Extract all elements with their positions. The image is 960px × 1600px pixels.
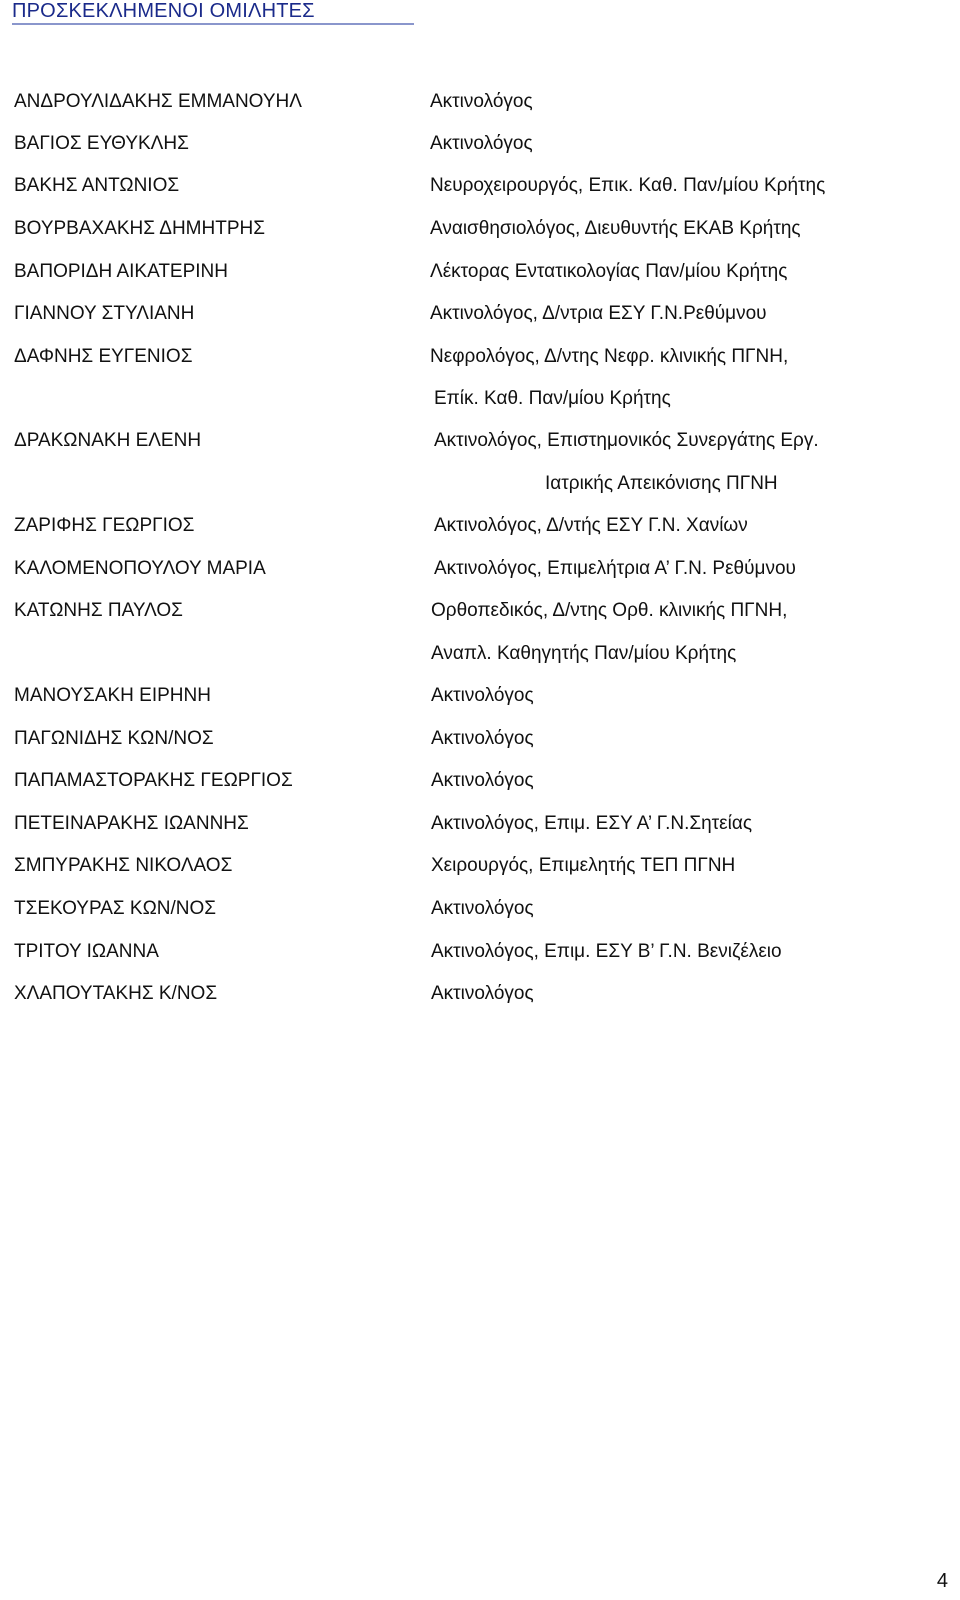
speaker-role: Ακτινολόγος (431, 685, 534, 706)
speaker-row (0, 302, 960, 332)
speaker-row (0, 854, 960, 884)
speaker-role: Ακτινολόγος (431, 770, 534, 791)
speaker-role: Νευροχειρουργός, Επικ. Καθ. Παν/μίου Κρήτης (430, 175, 826, 196)
speaker-row (0, 557, 960, 587)
speaker-role: Ακτινολόγος, Επιστημονικός Συνεργάτης Εργ. (434, 430, 819, 451)
speaker-name: ΤΡΙΤΟΥ ΙΩΑΝΝΑ (14, 941, 159, 962)
speaker-role: Ακτινολόγος (430, 133, 533, 154)
speaker-role: Ιατρικής Απεικόνισης ΠΓΝΗ (545, 473, 778, 494)
page-heading: ΠΡΟΣΚΕΚΛΗΜΕΝΟΙ ΟΜΙΛΗΤΕΣ (12, 0, 414, 25)
speaker-role: Ακτινολόγος, Επιμελήτρια Α’ Γ.Ν. Ρεθύμνου (434, 558, 796, 579)
speaker-row (0, 727, 960, 757)
speaker-name: ΣΜΠΥΡΑΚΗΣ ΝΙΚΟΛΑΟΣ (14, 855, 233, 876)
speaker-role: Ακτινολόγος, Επιμ. ΕΣΥ Β’ Γ.Ν. Βενιζέλειο (431, 941, 782, 962)
speaker-row (0, 642, 960, 672)
speaker-name: ΒΑΚΗΣ ΑΝΤΩΝΙΟΣ (14, 175, 180, 196)
speaker-name: ΔΑΦΝΗΣ ΕΥΓΕΝΙΟΣ (14, 346, 193, 367)
page-number: 4 (936, 1570, 948, 1592)
speaker-row (0, 472, 960, 502)
speaker-role: Ακτινολόγος (431, 728, 534, 749)
speaker-name: ΒΑΓΙΟΣ ΕΥΘΥΚΛΗΣ (14, 133, 189, 154)
speaker-name: ΜΑΝΟΥΣΑΚΗ ΕΙΡΗΝΗ (14, 685, 211, 706)
speaker-role: Ακτινολόγος, Επιμ. ΕΣΥ Α’ Γ.Ν.Σητείας (431, 813, 753, 834)
speaker-role: Ακτινολόγος, Δ/ντρια ΕΣΥ Γ.Ν.Ρεθύμνου (430, 303, 767, 324)
speaker-row (0, 514, 960, 544)
speaker-row (0, 132, 960, 162)
speaker-name: ΧΛΑΠΟΥΤΑΚΗΣ Κ/ΝΟΣ (14, 983, 218, 1004)
speaker-role: Ακτινολόγος, Δ/ντής ΕΣΥ Γ.Ν. Χανίων (434, 515, 748, 536)
speaker-role: Ακτινολόγος (431, 898, 534, 919)
speaker-row (0, 260, 960, 290)
speaker-name: ΚΑΛΟΜΕΝΟΠΟΥΛΟΥ ΜΑΡΙΑ (14, 558, 266, 579)
speaker-role: Αναπλ. Καθηγητής Παν/μίου Κρήτης (431, 643, 737, 664)
speaker-row (0, 345, 960, 375)
speaker-name: ΒΑΠΟΡΙΔΗ ΑΙΚΑΤΕΡΙΝΗ (14, 261, 229, 282)
speaker-row (0, 897, 960, 927)
speaker-name: ΒΟΥΡΒΑΧΑΚΗΣ ΔΗΜΗΤΡΗΣ (14, 218, 265, 239)
speaker-name: ΠΕΤΕΙΝΑΡΑΚΗΣ ΙΩΑΝΝΗΣ (14, 813, 249, 834)
speaker-row (0, 940, 960, 970)
speaker-name: ΠΑΓΩΝΙΔΗΣ ΚΩΝ/ΝΟΣ (14, 728, 214, 749)
speaker-role: Ακτινολόγος (431, 983, 534, 1004)
speaker-name: ΓΙΑΝΝΟΥ ΣΤΥΛΙΑΝΗ (14, 303, 195, 324)
speaker-row (0, 174, 960, 204)
speaker-role: Νεφρολόγος, Δ/ντης Νεφρ. κλινικής ΠΓΝΗ, (430, 346, 789, 367)
speaker-row (0, 599, 960, 629)
speaker-row (0, 684, 960, 714)
speaker-role: Ορθοπεδικός, Δ/ντης Ορθ. κλινικής ΠΓΝΗ, (431, 600, 788, 621)
speaker-row (0, 982, 960, 1012)
speaker-row (0, 769, 960, 799)
speaker-role: Ακτινολόγος (430, 91, 533, 112)
speaker-name: ΖΑΡΙΦΗΣ ΓΕΩΡΓΙΟΣ (14, 515, 195, 536)
speaker-row (0, 90, 960, 120)
speaker-name: ΑΝΔΡΟΥΛΙΔΑΚΗΣ ΕΜΜΑΝΟΥΗΛ (14, 91, 302, 112)
speaker-role: Επίκ. Καθ. Παν/μίου Κρήτης (434, 388, 671, 409)
speaker-row (0, 217, 960, 247)
speaker-name: ΚΑΤΩΝΗΣ ΠΑΥΛΟΣ (14, 600, 183, 621)
speaker-row (0, 812, 960, 842)
speaker-row (0, 429, 960, 459)
speaker-name: ΠΑΠΑΜΑΣΤΟΡΑΚΗΣ ΓΕΩΡΓΙΟΣ (14, 770, 293, 791)
speaker-role: Αναισθησιολόγος, Διευθυντής ΕΚΑΒ Κρήτης (430, 218, 801, 239)
speaker-name: ΔΡΑΚΩΝΑΚΗ ΕΛΕΝΗ (14, 430, 202, 451)
speaker-role: Λέκτορας Εντατικολογίας Παν/μίου Κρήτης (430, 261, 788, 282)
speaker-role: Χειρουργός, Επιμελητής ΤΕΠ ΠΓΝΗ (431, 855, 736, 876)
speaker-row (0, 387, 960, 417)
speaker-name: ΤΣΕΚΟΥΡΑΣ ΚΩΝ/ΝΟΣ (14, 898, 217, 919)
